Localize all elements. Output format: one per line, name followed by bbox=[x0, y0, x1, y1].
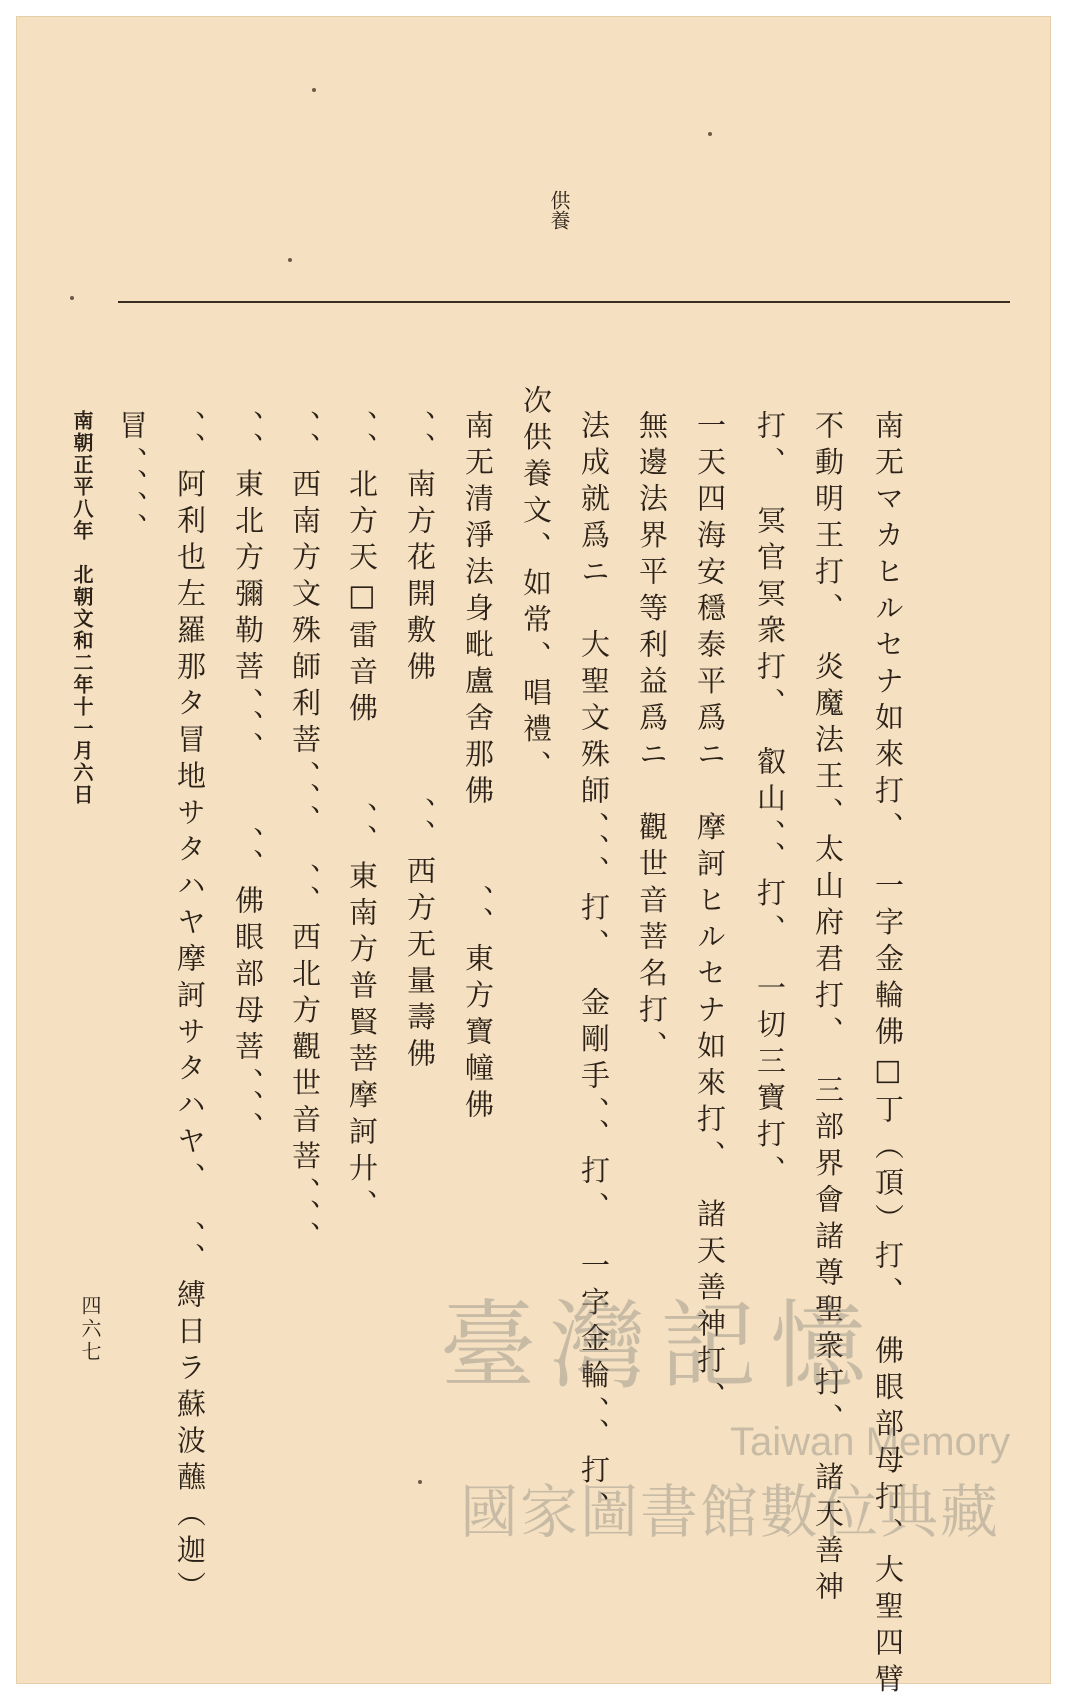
text-column-11: 、、西南方文殊師利菩、、、 、、西北方觀世音菩、、、 bbox=[288, 410, 322, 1258]
text-column-5: 無邊法界平等利益爲ニ 觀世音菩名打、 bbox=[635, 410, 669, 1067]
text-column-3: 打、 冥官冥衆打、 叡山、、打、 一切三寶打、 bbox=[753, 410, 787, 1192]
text-column-14: 冒、、、、 bbox=[115, 410, 149, 549]
paper-speck bbox=[288, 258, 292, 262]
footer-date: 南朝正平八年 北朝文和二年十一月六日 bbox=[70, 410, 94, 806]
text-column-4: 一天四海安穩泰平爲ニ 摩訶ヒルセナ如來打、 諸天善神打、 bbox=[693, 410, 727, 1418]
watermark-chinese: 國家圖書館數位典藏 bbox=[460, 1478, 1001, 1546]
header-rule bbox=[118, 301, 1010, 303]
text-column-7: 次供養文、如常、唱禮、 bbox=[519, 385, 553, 787]
text-column-13: 、、阿利也左羅那タ冒地サタハヤ摩訶サタハヤ、 、、縛日ラ蘇波蘸（迦） bbox=[173, 410, 207, 1608]
text-column-2: 不動明王打、 炎魔法王、太山府君打、 三部界會諸尊聖衆打、 諸天善神 bbox=[811, 410, 845, 1608]
page-number: 四六七 bbox=[78, 1295, 102, 1364]
text-column-8: 南无清淨法身毗盧舍那佛 、、東方寶幢佛 bbox=[461, 410, 495, 1126]
text-column-9: 、、南方花開敷佛 、、西方无量壽佛 bbox=[403, 410, 437, 1075]
running-header: 供養 bbox=[547, 190, 571, 230]
text-column-10: 、、北方天□雷音佛 、、東南方普賢菩摩訶廾、 bbox=[345, 410, 379, 1226]
paper-speck bbox=[418, 1480, 422, 1484]
text-column-1: 南无マカヒルセナ如來打、 一字金輪佛□丁（頂）打、 佛眼部母打、大聖四臂 bbox=[871, 410, 905, 1700]
watermark-english: Taiwan Memory bbox=[730, 1420, 1011, 1464]
paper-speck bbox=[708, 132, 712, 136]
text-column-12: 、、東北方彌勒菩、、、 、、佛眼部母菩、、、 bbox=[231, 410, 265, 1148]
text-column-6: 法成就爲ニ 大聖文殊師、、、打、 金剛手、、打、 一字金輪、、打、 bbox=[577, 410, 611, 1528]
watermark-logo: 臺灣記憶 bbox=[440, 1290, 880, 1402]
paper-speck bbox=[70, 296, 74, 300]
paper-speck bbox=[312, 88, 316, 92]
